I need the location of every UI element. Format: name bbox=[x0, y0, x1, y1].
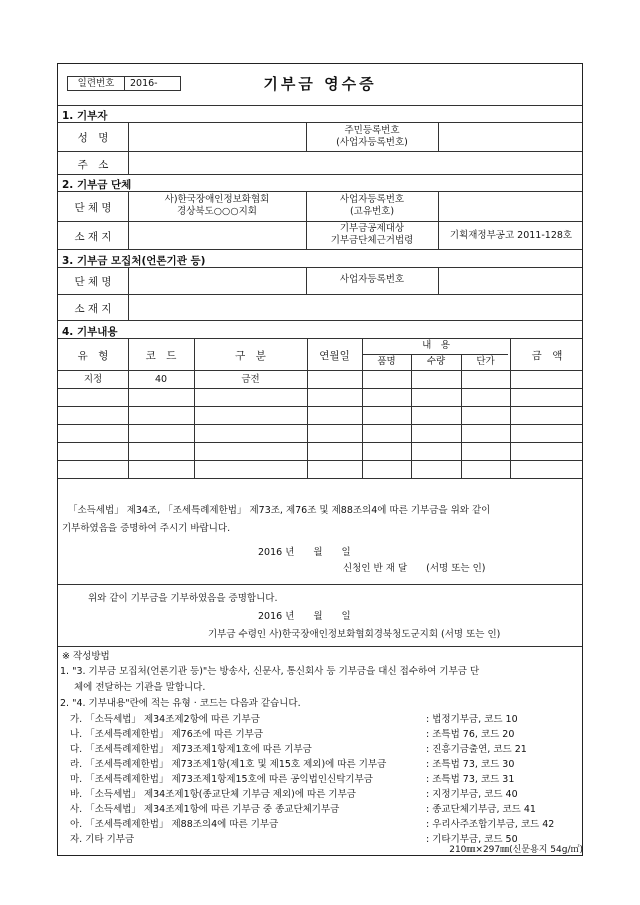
divider bbox=[128, 338, 129, 478]
divider bbox=[461, 354, 462, 478]
code-list-item: 다. 「조세특례제한법」 제73조제1항제1호에 따른 기부금 bbox=[70, 744, 312, 755]
divider bbox=[58, 151, 582, 152]
divider bbox=[58, 122, 582, 123]
agent-name-label: 단 체 명 bbox=[74, 276, 112, 288]
divider bbox=[58, 442, 582, 443]
divider bbox=[58, 370, 582, 371]
divider bbox=[128, 267, 129, 320]
divider bbox=[58, 338, 582, 339]
divider bbox=[58, 105, 582, 106]
divider bbox=[58, 320, 582, 321]
code-list-item: 사. 「소득세법」 제34조제1항에 따른 기부금 중 종교단체기부금 bbox=[70, 804, 340, 815]
col-item-header: 품명 bbox=[377, 356, 396, 367]
divider bbox=[194, 338, 195, 478]
code-list-value: : 지정기부금, 코드 40 bbox=[426, 789, 518, 800]
divider bbox=[58, 478, 582, 479]
serial-number-value: 2016- bbox=[130, 78, 158, 89]
divider bbox=[58, 424, 582, 425]
page-title: 기부금 영수증 bbox=[263, 75, 377, 93]
divider bbox=[362, 354, 508, 355]
legal-basis-line1: 기부금공제대상 bbox=[339, 223, 405, 234]
divider bbox=[58, 249, 582, 250]
section1-heading: 1. 기부자 bbox=[62, 110, 108, 122]
note1-line2: 체에 전달하는 기관을 말합니다. bbox=[74, 682, 206, 693]
resident-number-label bbox=[306, 125, 438, 149]
code-list-value: : 진흥기금출연, 코드 21 bbox=[426, 744, 527, 755]
org-bizno-line1: 사업자등록번호 bbox=[339, 194, 405, 205]
org-name-line2: 경상북도○○○지회 bbox=[177, 206, 257, 217]
code-list-item: 라. 「조세특례제한법」 제73조제1항(제1호 및 제15호 제외)에 따른 기부금 bbox=[70, 759, 387, 770]
row1-category: 금전 bbox=[241, 374, 260, 385]
divider bbox=[58, 460, 582, 461]
legal-basis-line2: 기부금단체근거법령 bbox=[330, 235, 414, 246]
col-qty-header: 수량 bbox=[426, 356, 446, 367]
col-type-header: 유 형 bbox=[77, 350, 109, 362]
col-category-header: 구 분 bbox=[235, 350, 266, 362]
divider bbox=[58, 388, 582, 389]
paper-size-note: 210㎜×297㎜(신문용지 54g/㎡) bbox=[449, 845, 583, 855]
section2-heading: 2. 기부금 단체 bbox=[62, 179, 132, 191]
col-code-header: 코 드 bbox=[145, 350, 177, 362]
divider bbox=[58, 174, 582, 175]
row1-type: 지정 bbox=[83, 374, 103, 385]
serial-number-label: 일련번호 bbox=[68, 77, 125, 90]
certify-issue-line1: 위와 같이 기부금을 기부하였음을 증명합니다. bbox=[88, 593, 278, 604]
code-list-item: 가. 「소득세법」 제34조제2항에 따른 기부금 bbox=[70, 714, 260, 725]
col-price-header: 단가 bbox=[476, 356, 495, 367]
row1-code: 40 bbox=[154, 374, 168, 385]
divider bbox=[362, 338, 363, 478]
divider bbox=[307, 338, 308, 478]
code-list-item: 바. 「소득세법」 제34조제1항(종교단체 기부금 제외)에 따른 기부금 bbox=[70, 789, 356, 800]
agent-bizno-label: 사업자등록번호 bbox=[339, 274, 405, 285]
code-list-value: : 조특법 73, 코드 31 bbox=[426, 774, 515, 785]
code-list-item: 자. 기타 기부금 bbox=[70, 834, 135, 845]
resident-number-label-line1: 주민등록번호 bbox=[344, 125, 400, 136]
code-list-item: 아. 「조세특례제한법」 제88조의4에 따른 기부금 bbox=[70, 819, 279, 830]
section3-heading: 3. 기부금 모집처(언론기관 등) bbox=[62, 255, 206, 267]
donor-address-label: 주 소 bbox=[77, 159, 109, 171]
note1-line1: 1. "3. 기부금 모집처(언론기관 등)"는 방송사, 신문사, 통신회사 등 기부금을 대신 접수하여 기부금 단 bbox=[60, 666, 480, 677]
certify-request-line1: 「소득세법」 제34조, 「조세특례제한법」 제73조, 제76조 및 제88조의4에 따른 기부금을 위와 같이 bbox=[68, 505, 491, 516]
certify-request-line2: 기부하였음을 증명하여 주시기 바랍니다. bbox=[62, 523, 231, 534]
divider bbox=[58, 267, 582, 268]
divider bbox=[58, 406, 582, 407]
section4-heading: 4. 기부내용 bbox=[62, 326, 118, 338]
divider bbox=[58, 191, 582, 192]
col-date-header: 연월일 bbox=[319, 350, 350, 362]
org-name-label: 단 체 명 bbox=[74, 202, 112, 214]
code-list-value: : 법정기부금, 코드 10 bbox=[426, 714, 518, 725]
org-location-label: 소 재 지 bbox=[74, 231, 112, 243]
divider bbox=[58, 294, 582, 295]
org-bizno-label bbox=[306, 194, 438, 218]
org-bizno-line2: (고유번호) bbox=[349, 206, 395, 217]
divider bbox=[411, 354, 412, 478]
divider bbox=[58, 221, 582, 222]
receiver-signature: 기부금 수령인 사)한국장애인정보화협회경북청도군지회 (서명 또는 인) bbox=[208, 629, 501, 640]
legal-basis-label bbox=[306, 223, 438, 247]
code-list-value: : 우리사주조합기부금, 코드 42 bbox=[426, 819, 555, 830]
certify-issue-date: 2016 년 월 일 bbox=[258, 611, 351, 622]
divider bbox=[58, 646, 582, 647]
divider bbox=[128, 122, 129, 174]
code-list-item: 마. 「조세특례제한법」 제73조제1항제15호에 따른 공익법인신탁기부금 bbox=[70, 774, 373, 785]
divider bbox=[438, 122, 439, 151]
divider bbox=[510, 338, 511, 478]
code-list-value: : 기타기부금, 코드 50 bbox=[426, 834, 518, 845]
col-content-header: 내 용 bbox=[422, 340, 450, 351]
applicant-signature: 신청인 반 재 달 (서명 또는 인) bbox=[343, 563, 486, 574]
org-name-value bbox=[128, 194, 306, 218]
certify-request-date: 2016 년 월 일 bbox=[258, 547, 351, 558]
col-amount-header: 금 액 bbox=[531, 350, 563, 362]
code-list-value: : 조특법 73, 코드 30 bbox=[426, 759, 515, 770]
divider bbox=[58, 584, 582, 585]
code-list-item: 나. 「조세특례제한법」 제76조에 따른 기부금 bbox=[70, 729, 264, 740]
donor-name-label: 성 명 bbox=[77, 132, 109, 144]
divider bbox=[438, 267, 439, 294]
receipt-form bbox=[57, 63, 583, 856]
notes-heading: ※ 작성방법 bbox=[62, 651, 110, 662]
resident-number-label-line2: (사업자등록번호) bbox=[336, 137, 408, 148]
note2: 2. "4. 기부내용"란에 적는 유형 · 코드는 다음과 같습니다. bbox=[60, 698, 301, 709]
code-list-value: : 종교단체기부금, 코드 41 bbox=[426, 804, 536, 815]
org-name-line1: 사)한국장애인정보화협회 bbox=[164, 194, 270, 205]
agent-location-label: 소 재 지 bbox=[74, 303, 112, 315]
legal-basis-value: 기획재정부공고 2011-128호 bbox=[449, 230, 573, 241]
code-list-value: : 조특법 76, 코드 20 bbox=[426, 729, 515, 740]
